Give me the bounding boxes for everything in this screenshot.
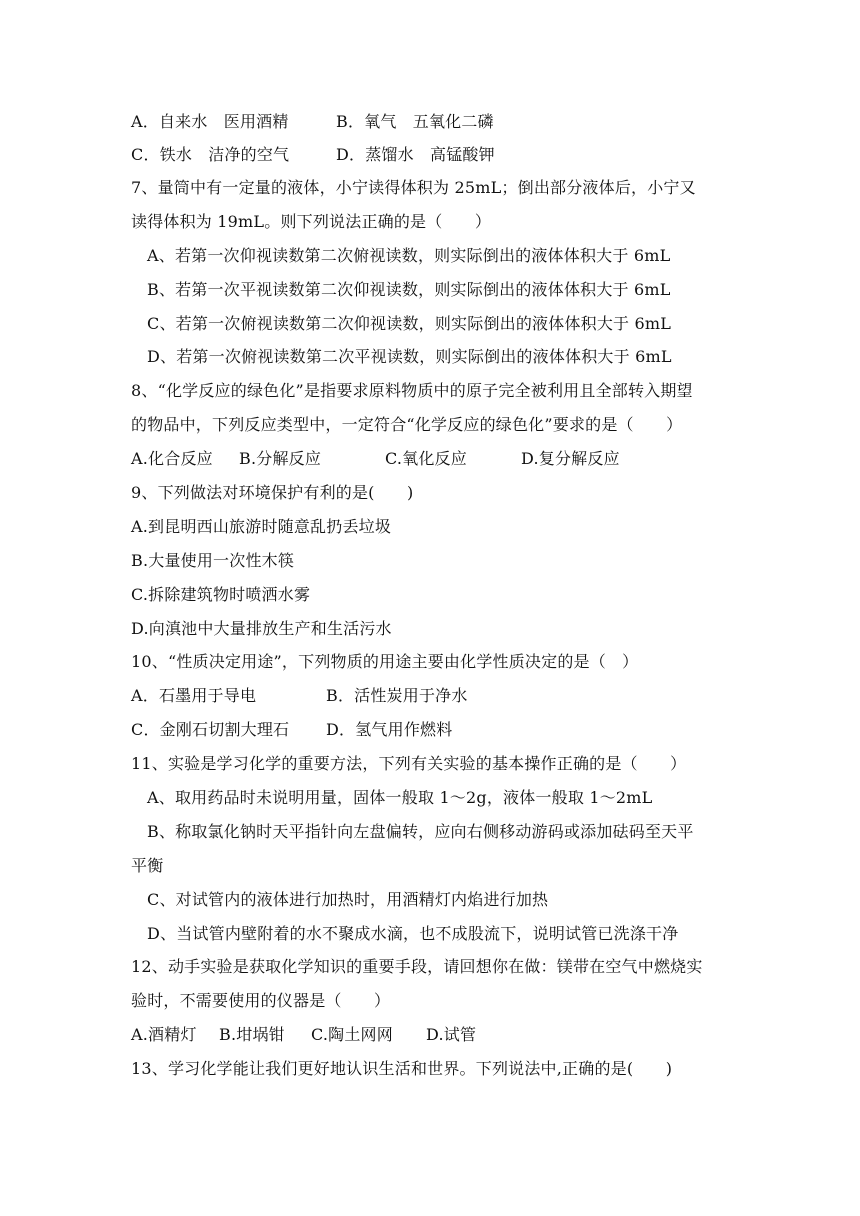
q8-options — [131, 448, 620, 470]
q9-stem: 9、下列做法对环境保护有利的是( ) — [131, 483, 414, 502]
q6-options-row2 — [131, 144, 495, 166]
q11-option-a: A、取用药品时未说明用量，固体一般取 1～2g，液体一般取 1～2mL — [147, 788, 653, 807]
q7-stem-line2: 读得体积为 19mL。则下列说法正确的是（ ） — [131, 212, 492, 231]
q6-option-c: C．铁水 洁净的空气 — [131, 145, 290, 164]
q12-option-d: D.试管 — [426, 1025, 477, 1044]
q7-option-a: A、若第一次仰视读数第二次俯视读数，则实际倒出的液体体积大于 6mL — [147, 246, 671, 265]
q12-option-a: A.酒精灯 — [131, 1025, 197, 1044]
q10-stem: 10、“性质决定用途”，下列物质的用途主要由化学性质决定的是（ ） — [131, 652, 639, 671]
q6-option-d: D．蒸馏水 高锰酸钾 — [336, 145, 495, 164]
q13-stem: 13、学习化学能让我们更好地认识生活和世界。下列说法中,正确的是( ) — [131, 1059, 673, 1078]
q10-options-row1 — [131, 685, 468, 707]
q12-stem-line2: 验时，不需要使用的仪器是（ ） — [131, 991, 391, 1010]
q10-option-d: D．氢气用作燃料 — [326, 720, 453, 739]
q6-option-a: A．自来水 医用酒精 — [131, 112, 289, 131]
q8-option-c: C.氧化反应 — [385, 449, 467, 468]
q7-option-b: B、若第一次平视读数第二次仰视读数，则实际倒出的液体体积大于 6mL — [147, 280, 671, 299]
q7-option-d: D、若第一次俯视读数第二次平视读数，则实际倒出的液体体积大于 6mL — [147, 347, 672, 366]
q10-option-b: B．活性炭用于净水 — [326, 686, 468, 705]
q9-option-d: D.向滇池中大量排放生产和生活污水 — [131, 619, 392, 638]
q8-option-b: B.分解反应 — [239, 449, 322, 468]
q12-option-b: B.坩埚钳 — [219, 1025, 285, 1044]
q6-option-b: B．氧气 五氧化二磷 — [336, 112, 494, 131]
q11-option-d: D、当试管内壁附着的水不聚成水滴，也不成股流下，说明试管已洗涤干净 — [147, 924, 679, 943]
q6-options-row1 — [131, 111, 494, 133]
q9-option-a: A.到昆明西山旅游时随意乱扔丢垃圾 — [131, 517, 392, 536]
q12-options — [131, 1024, 476, 1046]
q7-stem-line1: 7、量筒中有一定量的液体，小宁读得体积为 25mL；倒出部分液体后，小宁又 — [131, 178, 696, 197]
q10-option-a: A．石墨用于导电 — [131, 686, 257, 705]
q9-option-b: B.大量使用一次性木筷 — [131, 551, 295, 570]
q11-option-b-line1: B、称取氯化钠时天平指针向左盘偏转，应向右侧移动游码或添加砝码至天平 — [147, 822, 694, 841]
q8-option-a: A.化合反应 — [131, 449, 213, 468]
q8-stem-line1: 8、“化学反应的绿色化”是指要求原料物质中的原子完全被利用且全部转入期望 — [131, 381, 693, 400]
q11-option-b-line2: 平衡 — [131, 856, 164, 875]
q10-options-row2 — [131, 719, 452, 741]
q8-option-d: D.复分解反应 — [521, 449, 620, 468]
q11-option-c: C、对试管内的液体进行加热时，用酒精灯内焰进行加热 — [147, 890, 549, 909]
q12-stem-line1: 12、动手实验是获取化学知识的重要手段，请回想你在做：镁带在空气中燃烧实 — [131, 957, 703, 976]
q11-stem: 11、实验是学习化学的重要方法，下列有关实验的基本操作正确的是（ ） — [131, 754, 687, 773]
q7-option-c: C、若第一次俯视读数第二次仰视读数，则实际倒出的液体体积大于 6mL — [147, 314, 672, 333]
q10-option-c: C．金刚石切割大理石 — [131, 720, 290, 739]
q9-option-c: C.拆除建筑物时喷洒水雾 — [131, 585, 311, 604]
q8-stem-line2: 的物品中，下列反应类型中，一定符合“化学反应的绿色化”要求的是（ ） — [131, 415, 683, 434]
q12-option-c: C.陶土网网 — [311, 1025, 393, 1044]
